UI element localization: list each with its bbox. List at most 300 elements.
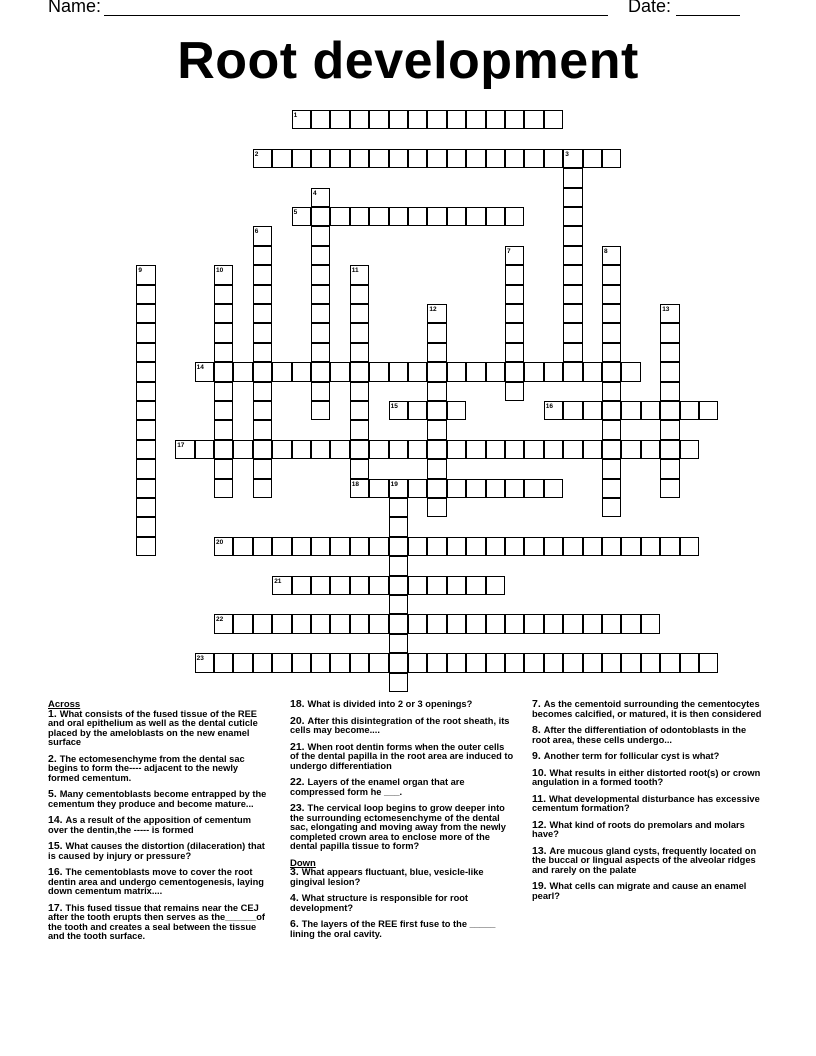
crossword-cell[interactable]: [292, 110, 311, 129]
crossword-cell[interactable]: [427, 537, 446, 556]
crossword-cell[interactable]: [136, 323, 155, 342]
crossword-cell[interactable]: [389, 673, 408, 692]
crossword-cell[interactable]: [389, 517, 408, 536]
crossword-cell[interactable]: [602, 401, 621, 420]
crossword-cell[interactable]: [214, 401, 233, 420]
crossword-cell[interactable]: [311, 285, 330, 304]
crossword-cell[interactable]: [214, 653, 233, 672]
crossword-cell[interactable]: [602, 246, 621, 265]
crossword-cell[interactable]: [233, 362, 252, 381]
crossword-cell[interactable]: [486, 207, 505, 226]
crossword-cell[interactable]: [641, 614, 660, 633]
crossword-cell[interactable]: [447, 110, 466, 129]
crossword-cell[interactable]: [641, 653, 660, 672]
crossword-cell[interactable]: [214, 362, 233, 381]
crossword-cell[interactable]: [195, 440, 214, 459]
crossword-cell[interactable]: [369, 653, 388, 672]
crossword-cell[interactable]: [505, 343, 524, 362]
crossword-cell[interactable]: [563, 168, 582, 187]
crossword-cell[interactable]: [408, 440, 427, 459]
crossword-cell[interactable]: [447, 401, 466, 420]
crossword-cell[interactable]: [621, 653, 640, 672]
crossword-cell[interactable]: [680, 653, 699, 672]
crossword-cell[interactable]: [311, 614, 330, 633]
crossword-cell[interactable]: [292, 362, 311, 381]
crossword-cell[interactable]: [350, 323, 369, 342]
crossword-cell[interactable]: [350, 420, 369, 439]
crossword-cell[interactable]: [660, 537, 679, 556]
crossword-cell[interactable]: [233, 653, 252, 672]
crossword-cell[interactable]: [680, 401, 699, 420]
crossword-cell[interactable]: [602, 149, 621, 168]
crossword-cell[interactable]: [563, 149, 582, 168]
crossword-cell[interactable]: [330, 440, 349, 459]
crossword-cell[interactable]: [136, 440, 155, 459]
crossword-cell[interactable]: [427, 479, 446, 498]
crossword-cell[interactable]: [292, 653, 311, 672]
crossword-cell[interactable]: [427, 323, 446, 342]
crossword-cell[interactable]: [505, 246, 524, 265]
crossword-cell[interactable]: [408, 362, 427, 381]
crossword-cell[interactable]: [253, 149, 272, 168]
crossword-cell[interactable]: [680, 537, 699, 556]
crossword-cell[interactable]: [583, 401, 602, 420]
crossword-cell[interactable]: [621, 614, 640, 633]
crossword-cell[interactable]: [505, 362, 524, 381]
crossword-cell[interactable]: [136, 537, 155, 556]
crossword-cell[interactable]: [369, 207, 388, 226]
crossword-cell[interactable]: [389, 653, 408, 672]
crossword-cell[interactable]: [350, 614, 369, 633]
crossword-cell[interactable]: [253, 246, 272, 265]
crossword-cell[interactable]: [311, 207, 330, 226]
crossword-cell[interactable]: [427, 401, 446, 420]
crossword-cell[interactable]: [563, 323, 582, 342]
crossword-cell[interactable]: [544, 479, 563, 498]
crossword-cell[interactable]: [350, 382, 369, 401]
crossword-cell[interactable]: [330, 110, 349, 129]
crossword-cell[interactable]: [427, 614, 446, 633]
crossword-cell[interactable]: [660, 362, 679, 381]
crossword-cell[interactable]: [292, 576, 311, 595]
crossword-cell[interactable]: [389, 207, 408, 226]
crossword-cell[interactable]: [699, 401, 718, 420]
crossword-cell[interactable]: [447, 614, 466, 633]
crossword-cell[interactable]: [253, 285, 272, 304]
crossword-cell[interactable]: [563, 265, 582, 284]
crossword-cell[interactable]: [253, 265, 272, 284]
crossword-cell[interactable]: [369, 149, 388, 168]
crossword-cell[interactable]: [311, 576, 330, 595]
crossword-cell[interactable]: [292, 149, 311, 168]
crossword-cell[interactable]: [447, 653, 466, 672]
crossword-cell[interactable]: [389, 537, 408, 556]
crossword-cell[interactable]: [389, 576, 408, 595]
crossword-cell[interactable]: [389, 110, 408, 129]
crossword-cell[interactable]: [544, 362, 563, 381]
crossword-cell[interactable]: [214, 343, 233, 362]
crossword-cell[interactable]: [563, 226, 582, 245]
crossword-cell[interactable]: [195, 362, 214, 381]
crossword-cell[interactable]: [563, 537, 582, 556]
crossword-cell[interactable]: [505, 382, 524, 401]
crossword-cell[interactable]: [253, 614, 272, 633]
crossword-cell[interactable]: [641, 440, 660, 459]
crossword-cell[interactable]: [660, 653, 679, 672]
crossword-cell[interactable]: [233, 614, 252, 633]
crossword-cell[interactable]: [544, 537, 563, 556]
crossword-cell[interactable]: [427, 304, 446, 323]
crossword-cell[interactable]: [602, 498, 621, 517]
crossword-cell[interactable]: [505, 304, 524, 323]
crossword-cell[interactable]: [350, 440, 369, 459]
crossword-cell[interactable]: [621, 537, 640, 556]
crossword-cell[interactable]: [389, 556, 408, 575]
crossword-cell[interactable]: [136, 362, 155, 381]
crossword-cell[interactable]: [253, 362, 272, 381]
crossword-cell[interactable]: [136, 498, 155, 517]
crossword-cell[interactable]: [311, 188, 330, 207]
crossword-cell[interactable]: [505, 440, 524, 459]
crossword-cell[interactable]: [350, 576, 369, 595]
crossword-cell[interactable]: [505, 110, 524, 129]
crossword-cell[interactable]: [389, 614, 408, 633]
crossword-cell[interactable]: [641, 401, 660, 420]
crossword-cell[interactable]: [214, 265, 233, 284]
crossword-cell[interactable]: [447, 576, 466, 595]
crossword-cell[interactable]: [233, 440, 252, 459]
crossword-cell[interactable]: [408, 614, 427, 633]
crossword-cell[interactable]: [602, 420, 621, 439]
crossword-cell[interactable]: [427, 382, 446, 401]
crossword-cell[interactable]: [408, 149, 427, 168]
crossword-cell[interactable]: [427, 207, 446, 226]
crossword-cell[interactable]: [369, 479, 388, 498]
crossword-cell[interactable]: [253, 440, 272, 459]
crossword-cell[interactable]: [660, 343, 679, 362]
crossword-cell[interactable]: [680, 440, 699, 459]
crossword-cell[interactable]: [486, 440, 505, 459]
crossword-cell[interactable]: [486, 149, 505, 168]
crossword-cell[interactable]: [350, 149, 369, 168]
crossword-cell[interactable]: [466, 440, 485, 459]
crossword-cell[interactable]: [253, 420, 272, 439]
crossword-cell[interactable]: [427, 440, 446, 459]
crossword-cell[interactable]: [389, 498, 408, 517]
crossword-cell[interactable]: [389, 634, 408, 653]
crossword-cell[interactable]: [350, 459, 369, 478]
crossword-cell[interactable]: [311, 265, 330, 284]
crossword-cell[interactable]: [195, 653, 214, 672]
crossword-cell[interactable]: [350, 653, 369, 672]
crossword-cell[interactable]: [602, 265, 621, 284]
crossword-cell[interactable]: [660, 382, 679, 401]
crossword-cell[interactable]: [486, 653, 505, 672]
crossword-cell[interactable]: [136, 304, 155, 323]
crossword-cell[interactable]: [602, 304, 621, 323]
crossword-cell[interactable]: [253, 459, 272, 478]
crossword-cell[interactable]: [350, 285, 369, 304]
crossword-cell[interactable]: [292, 440, 311, 459]
crossword-cell[interactable]: [466, 653, 485, 672]
crossword-cell[interactable]: [136, 479, 155, 498]
crossword-cell[interactable]: [214, 440, 233, 459]
crossword-cell[interactable]: [524, 362, 543, 381]
crossword-cell[interactable]: [427, 343, 446, 362]
crossword-cell[interactable]: [660, 323, 679, 342]
crossword-cell[interactable]: [292, 614, 311, 633]
crossword-cell[interactable]: [602, 440, 621, 459]
crossword-cell[interactable]: [660, 420, 679, 439]
crossword-cell[interactable]: [427, 420, 446, 439]
crossword-cell[interactable]: [292, 537, 311, 556]
crossword-cell[interactable]: [233, 537, 252, 556]
crossword-cell[interactable]: [427, 362, 446, 381]
crossword-cell[interactable]: [602, 459, 621, 478]
crossword-cell[interactable]: [330, 362, 349, 381]
crossword-cell[interactable]: [272, 614, 291, 633]
crossword-cell[interactable]: [524, 614, 543, 633]
crossword-cell[interactable]: [136, 517, 155, 536]
crossword-cell[interactable]: [350, 401, 369, 420]
crossword-cell[interactable]: [486, 614, 505, 633]
crossword-cell[interactable]: [253, 382, 272, 401]
crossword-cell[interactable]: [369, 537, 388, 556]
crossword-cell[interactable]: [524, 537, 543, 556]
crossword-cell[interactable]: [447, 479, 466, 498]
crossword-cell[interactable]: [563, 246, 582, 265]
crossword-cell[interactable]: [311, 653, 330, 672]
crossword-cell[interactable]: [311, 246, 330, 265]
crossword-cell[interactable]: [544, 440, 563, 459]
crossword-cell[interactable]: [272, 440, 291, 459]
crossword-cell[interactable]: [486, 537, 505, 556]
crossword-cell[interactable]: [660, 459, 679, 478]
crossword-cell[interactable]: [136, 382, 155, 401]
crossword-cell[interactable]: [505, 285, 524, 304]
crossword-cell[interactable]: [660, 304, 679, 323]
crossword-cell[interactable]: [272, 537, 291, 556]
crossword-cell[interactable]: [214, 420, 233, 439]
crossword-cell[interactable]: [253, 479, 272, 498]
crossword-cell[interactable]: [563, 207, 582, 226]
crossword-cell[interactable]: [408, 576, 427, 595]
crossword-cell[interactable]: [524, 440, 543, 459]
crossword-cell[interactable]: [427, 459, 446, 478]
crossword-cell[interactable]: [350, 265, 369, 284]
crossword-cell[interactable]: [311, 323, 330, 342]
crossword-cell[interactable]: [505, 323, 524, 342]
crossword-cell[interactable]: [311, 362, 330, 381]
crossword-cell[interactable]: [272, 653, 291, 672]
crossword-cell[interactable]: [292, 207, 311, 226]
crossword-cell[interactable]: [369, 362, 388, 381]
crossword-cell[interactable]: [350, 207, 369, 226]
crossword-cell[interactable]: [311, 537, 330, 556]
crossword-cell[interactable]: [524, 479, 543, 498]
crossword-cell[interactable]: [447, 207, 466, 226]
crossword-cell[interactable]: [350, 479, 369, 498]
crossword-cell[interactable]: [466, 362, 485, 381]
crossword-cell[interactable]: [602, 343, 621, 362]
crossword-cell[interactable]: [699, 653, 718, 672]
crossword-cell[interactable]: [369, 440, 388, 459]
crossword-cell[interactable]: [369, 110, 388, 129]
crossword-cell[interactable]: [253, 304, 272, 323]
crossword-cell[interactable]: [602, 653, 621, 672]
crossword-cell[interactable]: [350, 537, 369, 556]
crossword-cell[interactable]: [408, 110, 427, 129]
crossword-cell[interactable]: [408, 401, 427, 420]
crossword-cell[interactable]: [175, 440, 194, 459]
crossword-cell[interactable]: [330, 576, 349, 595]
crossword-cell[interactable]: [563, 614, 582, 633]
crossword-cell[interactable]: [602, 479, 621, 498]
crossword-cell[interactable]: [563, 362, 582, 381]
crossword-cell[interactable]: [524, 149, 543, 168]
crossword-cell[interactable]: [602, 362, 621, 381]
crossword-cell[interactable]: [427, 110, 446, 129]
crossword-cell[interactable]: [427, 576, 446, 595]
crossword-cell[interactable]: [214, 285, 233, 304]
crossword-cell[interactable]: [602, 382, 621, 401]
crossword-cell[interactable]: [136, 420, 155, 439]
crossword-cell[interactable]: [563, 188, 582, 207]
crossword-cell[interactable]: [544, 614, 563, 633]
crossword-cell[interactable]: [524, 653, 543, 672]
crossword-cell[interactable]: [389, 595, 408, 614]
crossword-cell[interactable]: [486, 479, 505, 498]
crossword-cell[interactable]: [621, 362, 640, 381]
crossword-cell[interactable]: [447, 149, 466, 168]
crossword-cell[interactable]: [505, 479, 524, 498]
crossword-cell[interactable]: [505, 653, 524, 672]
crossword-cell[interactable]: [563, 401, 582, 420]
crossword-cell[interactable]: [136, 285, 155, 304]
crossword-cell[interactable]: [621, 401, 640, 420]
crossword-cell[interactable]: [330, 149, 349, 168]
crossword-cell[interactable]: [389, 149, 408, 168]
crossword-cell[interactable]: [389, 440, 408, 459]
crossword-cell[interactable]: [563, 304, 582, 323]
crossword-cell[interactable]: [505, 149, 524, 168]
crossword-cell[interactable]: [136, 343, 155, 362]
crossword-cell[interactable]: [272, 576, 291, 595]
crossword-cell[interactable]: [602, 285, 621, 304]
crossword-cell[interactable]: [660, 401, 679, 420]
crossword-cell[interactable]: [214, 323, 233, 342]
crossword-cell[interactable]: [214, 304, 233, 323]
crossword-cell[interactable]: [486, 362, 505, 381]
crossword-cell[interactable]: [369, 576, 388, 595]
crossword-cell[interactable]: [544, 110, 563, 129]
crossword-cell[interactable]: [253, 401, 272, 420]
crossword-cell[interactable]: [602, 323, 621, 342]
crossword-cell[interactable]: [427, 149, 446, 168]
crossword-cell[interactable]: [427, 653, 446, 672]
crossword-cell[interactable]: [389, 479, 408, 498]
crossword-cell[interactable]: [253, 537, 272, 556]
crossword-cell[interactable]: [427, 498, 446, 517]
crossword-cell[interactable]: [330, 614, 349, 633]
crossword-cell[interactable]: [350, 343, 369, 362]
crossword-cell[interactable]: [563, 440, 582, 459]
crossword-cell[interactable]: [408, 653, 427, 672]
crossword-cell[interactable]: [311, 343, 330, 362]
crossword-cell[interactable]: [330, 537, 349, 556]
crossword-cell[interactable]: [311, 401, 330, 420]
crossword-cell[interactable]: [253, 226, 272, 245]
crossword-cell[interactable]: [214, 382, 233, 401]
crossword-cell[interactable]: [330, 207, 349, 226]
crossword-cell[interactable]: [563, 285, 582, 304]
crossword-cell[interactable]: [136, 401, 155, 420]
crossword-cell[interactable]: [466, 614, 485, 633]
crossword-cell[interactable]: [544, 653, 563, 672]
crossword-cell[interactable]: [214, 459, 233, 478]
crossword-cell[interactable]: [505, 614, 524, 633]
crossword-cell[interactable]: [583, 537, 602, 556]
crossword-cell[interactable]: [602, 537, 621, 556]
crossword-cell[interactable]: [641, 537, 660, 556]
crossword-cell[interactable]: [389, 401, 408, 420]
crossword-cell[interactable]: [350, 110, 369, 129]
crossword-cell[interactable]: [214, 479, 233, 498]
crossword-cell[interactable]: [466, 479, 485, 498]
crossword-cell[interactable]: [466, 149, 485, 168]
crossword-cell[interactable]: [408, 537, 427, 556]
crossword-cell[interactable]: [486, 110, 505, 129]
crossword-cell[interactable]: [408, 479, 427, 498]
crossword-cell[interactable]: [660, 440, 679, 459]
crossword-cell[interactable]: [311, 382, 330, 401]
crossword-cell[interactable]: [253, 343, 272, 362]
crossword-cell[interactable]: [544, 401, 563, 420]
crossword-cell[interactable]: [466, 576, 485, 595]
crossword-cell[interactable]: [563, 343, 582, 362]
crossword-cell[interactable]: [136, 265, 155, 284]
crossword-cell[interactable]: [505, 265, 524, 284]
crossword-cell[interactable]: [505, 207, 524, 226]
crossword-cell[interactable]: [350, 362, 369, 381]
crossword-cell[interactable]: [136, 459, 155, 478]
crossword-cell[interactable]: [253, 653, 272, 672]
crossword-cell[interactable]: [447, 440, 466, 459]
crossword-cell[interactable]: [311, 226, 330, 245]
crossword-cell[interactable]: [272, 362, 291, 381]
crossword-cell[interactable]: [602, 614, 621, 633]
crossword-cell[interactable]: [311, 149, 330, 168]
crossword-cell[interactable]: [214, 614, 233, 633]
crossword-cell[interactable]: [311, 110, 330, 129]
crossword-cell[interactable]: [583, 149, 602, 168]
crossword-cell[interactable]: [466, 207, 485, 226]
crossword-cell[interactable]: [389, 362, 408, 381]
crossword-cell[interactable]: [369, 614, 388, 633]
crossword-cell[interactable]: [505, 537, 524, 556]
crossword-cell[interactable]: [563, 653, 582, 672]
crossword-cell[interactable]: [466, 110, 485, 129]
crossword-cell[interactable]: [214, 537, 233, 556]
crossword-cell[interactable]: [350, 304, 369, 323]
crossword-cell[interactable]: [447, 537, 466, 556]
crossword-cell[interactable]: [272, 149, 291, 168]
crossword-cell[interactable]: [621, 440, 640, 459]
crossword-cell[interactable]: [583, 653, 602, 672]
crossword-cell[interactable]: [486, 576, 505, 595]
crossword-cell[interactable]: [253, 323, 272, 342]
crossword-cell[interactable]: [330, 653, 349, 672]
